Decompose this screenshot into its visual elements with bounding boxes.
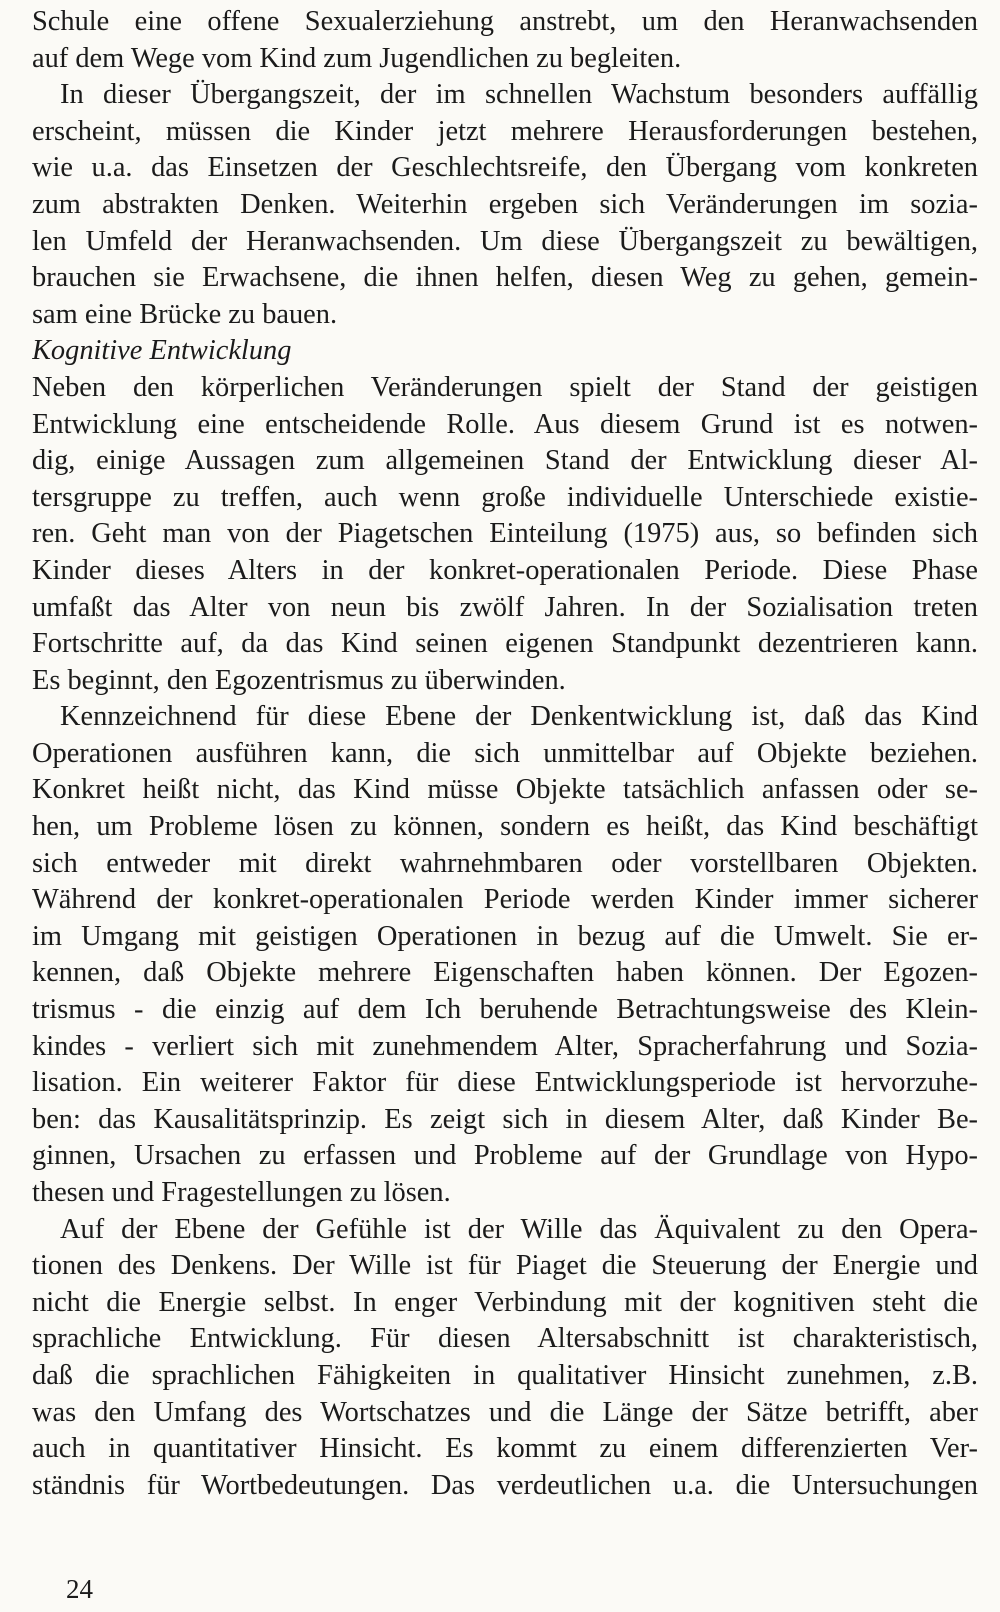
text-line: ginnen, Ursachen zu erfassen und Probleme auf der Grundlage von Hypo- <box>32 1140 978 1172</box>
text-line: daß die sprachlichen Fähigkeiten in qualitativer Hinsicht zunehmen, z.B. <box>32 1359 978 1391</box>
text-line: dig, einige Aussagen zum allgemeinen Stand der Entwicklung dieser Al- <box>32 445 978 477</box>
text-line: hen, um Probleme lösen zu können, sondern es heißt, das Kind beschäftigt <box>32 811 978 843</box>
text-line: Es beginnt, den Egozentrismus zu überwinden. <box>32 664 566 696</box>
text-line: Fortschritte auf, da das Kind seinen eigenen Standpunkt dezentrieren kann. <box>32 628 978 660</box>
text-line: Operationen ausführen kann, die sich unmittelbar auf Objekte beziehen. <box>32 737 978 769</box>
text-line: Kennzeichnend für diese Ebene der Denkentwicklung ist, daß das Kind <box>60 701 978 733</box>
text-line: nicht die Energie selbst. In enger Verbindung mit der kognitiven steht die <box>32 1286 978 1318</box>
section-heading: Kognitive Entwicklung <box>32 335 292 367</box>
text-line: In dieser Übergangszeit, der im schnellen Wachstum besonders auffällig <box>60 79 978 111</box>
text-line: was den Umfang des Wortschatzes und die Länge der Sätze betrifft, aber <box>32 1396 978 1428</box>
text-line: umfaßt das Alter von neun bis zwölf Jahren. In der Sozialisation treten <box>32 591 978 623</box>
text-line: zum abstrakten Denken. Weiterhin ergeben sich Veränderungen im sozia- <box>32 188 978 220</box>
text-line: ständnis für Wortbedeutungen. Das verdeutlichen u.a. die Untersuchungen <box>32 1469 978 1501</box>
text-line: brauchen sie Erwachsene, die ihnen helfen, diesen Weg zu gehen, gemein- <box>32 262 978 294</box>
text-line: len Umfeld der Heranwachsenden. Um diese Übergangszeit zu bewältigen, <box>32 225 978 257</box>
text-line: Neben den körperlichen Veränderungen spielt der Stand der geistigen <box>32 371 978 403</box>
text-line: tionen des Denkens. Der Wille ist für Piaget die Steuerung der Energie und <box>32 1250 978 1282</box>
text-line: Auf der Ebene der Gefühle ist der Wille das Äquivalent zu den Opera- <box>60 1213 978 1245</box>
text-line: sprachliche Entwicklung. Für diesen Altersabschnitt ist charakteristisch, <box>32 1323 978 1355</box>
text-line: kennen, daß Objekte mehrere Eigenschaften haben können. Der Egozen- <box>32 957 978 989</box>
text-line: erscheint, müssen die Kinder jetzt mehrere Herausforderungen bestehen, <box>32 115 978 147</box>
body-text <box>32 4 978 1504</box>
text-line: Während der konkret-operationalen Periode werden Kinder immer sicherer <box>32 884 978 916</box>
text-line: ben: das Kausalitätsprinzip. Es zeigt sich in diesem Alter, daß Kinder Be- <box>32 1103 978 1135</box>
text-line: trismus - die einzig auf dem Ich beruhende Betrachtungsweise des Klein- <box>32 994 978 1026</box>
text-line: tersgruppe zu treffen, auch wenn große individuelle Unterschiede existie- <box>32 481 978 513</box>
text-line: thesen und Fragestellungen zu lösen. <box>32 1177 451 1208</box>
text-line: Entwicklung eine entscheidende Rolle. Aus diesem Grund ist es notwen- <box>32 408 978 440</box>
text-line: auf dem Wege vom Kind zum Jugendlichen zu begleiten. <box>32 42 682 74</box>
text-line: lisation. Ein weiterer Faktor für diese Entwicklungsperiode ist hervorzuhe- <box>32 1067 978 1099</box>
text-line: Kinder dieses Alters in der konkret-operationalen Periode. Diese Phase <box>32 554 978 586</box>
page-number: 24 <box>66 1574 93 1604</box>
text-line: im Umgang mit geistigen Operationen in bezug auf die Umwelt. Sie er- <box>32 920 978 952</box>
text-line: wie u.a. das Einsetzen der Geschlechtsreife, den Übergang vom konkreten <box>32 152 978 184</box>
text-line: sam eine Brücke zu bauen. <box>32 298 338 330</box>
text-line: Konkret heißt nicht, das Kind müsse Objekte tatsächlich anfassen oder se- <box>32 774 978 806</box>
text-line: sich entweder mit direkt wahrnehmbaren oder vorstellbaren Objekten. <box>32 847 978 879</box>
text-line: ren. Geht man von der Piagetschen Einteilung (1975) aus, so befinden sich <box>32 518 978 550</box>
text-line: Schule eine offene Sexualerziehung anstrebt, um den Heranwachsenden <box>32 6 978 37</box>
text-line: auch in quantitativer Hinsicht. Es kommt zu einem differenzierten Ver- <box>32 1433 978 1465</box>
text-line: kindes - verliert sich mit zunehmendem Alter, Spracherfahrung und Sozia- <box>32 1030 978 1062</box>
